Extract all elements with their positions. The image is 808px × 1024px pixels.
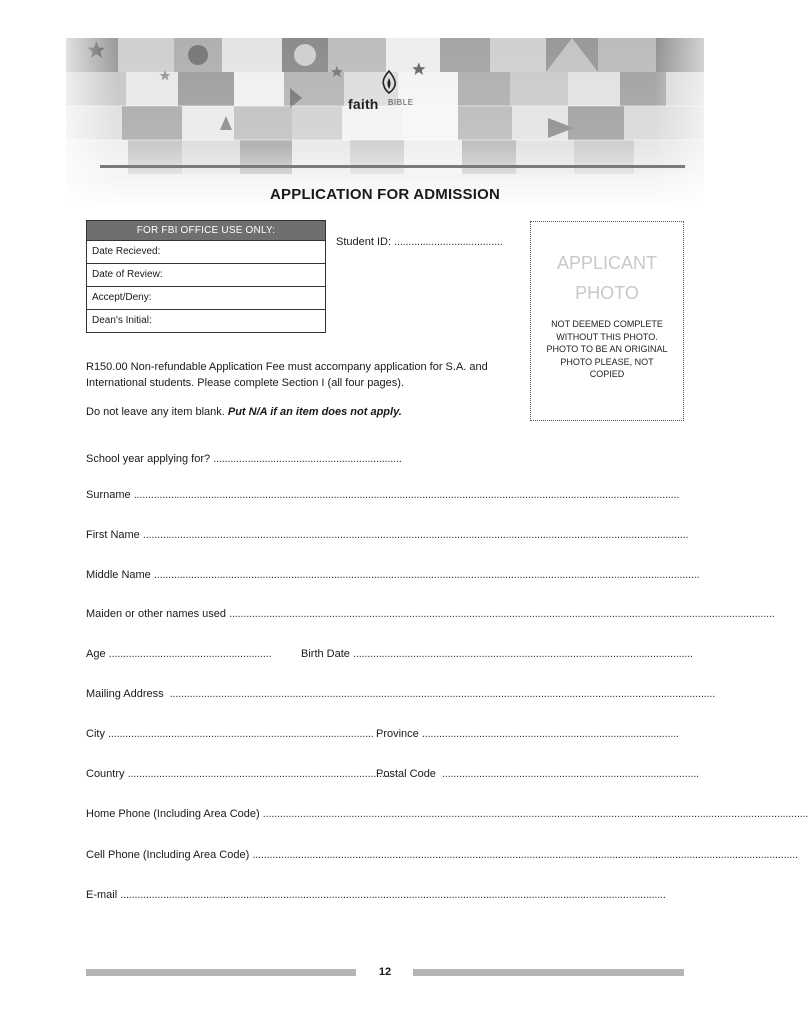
header-rule: [100, 165, 685, 168]
photo-placeholder: [531, 248, 683, 308]
city-field[interactable]: City .............................................................................................: [86, 728, 374, 740]
student-id-field[interactable]: [336, 236, 503, 248]
office-row-accept-deny[interactable]: Accept/Deny:: [87, 286, 325, 309]
email-field[interactable]: E-mail ...............................................................................................................................................................................................: [86, 889, 666, 901]
school-year-label: School year applying for?: [86, 453, 211, 465]
mailing-address-field[interactable]: Mailing Address ...............................................................................................................................................................................................: [86, 688, 716, 700]
office-row-dean-initial[interactable]: Dean's Initial:: [87, 309, 325, 332]
age-field[interactable]: Age .........................................................: [86, 648, 272, 660]
school-year-field[interactable]: School year applying for? ..................................................................: [86, 453, 402, 465]
postal-code-field[interactable]: Postal Code ..........................................................................................: [376, 768, 699, 780]
country-label: Country: [86, 768, 125, 780]
blank-note-plain: Do not leave any item blank.: [86, 406, 228, 418]
flag-banner: [66, 38, 704, 204]
student-id-blank: ......................................: [394, 236, 503, 248]
footer-bar-right: [413, 969, 684, 976]
birth-date-field[interactable]: Birth Date .......................................................................................................................: [301, 648, 693, 660]
office-use-header: FOR FBI OFFICE USE ONLY:: [87, 221, 325, 240]
photo-label-line2: PHOTO: [575, 283, 639, 303]
province-field[interactable]: Province ..........................................................................................: [376, 728, 679, 740]
office-row-date-received[interactable]: Date Recieved:: [87, 240, 325, 263]
page-title: APPLICATION FOR ADMISSION: [270, 186, 500, 203]
logo-suffix: BIBLE: [388, 98, 414, 107]
maiden-name-field[interactable]: Maiden or other names used ...............................................................................................................................................................................................: [86, 608, 775, 620]
surname-field[interactable]: Surname ...............................................................................................................................................................................................: [86, 489, 680, 501]
faith-bible-logo: [348, 70, 438, 120]
office-use-box: [86, 220, 326, 333]
maiden-name-label: Maiden or other names used: [86, 608, 227, 620]
birth-date-label: Birth Date: [301, 648, 350, 660]
first-name-label: First Name: [86, 529, 140, 541]
province-label: Province: [376, 728, 419, 740]
city-label: City: [86, 728, 105, 740]
blank-note-emphasis: Put N/A if an item does not apply.: [227, 406, 402, 418]
blank-instructions: [86, 406, 402, 418]
first-name-field[interactable]: First Name ...............................................................................................................................................................................................: [86, 529, 689, 541]
fee-instructions: R150.00 Non-refundable Application Fee must accompany application for S.A. and International students. Please complete Section I (all four pages).: [86, 361, 488, 389]
applicant-photo-box[interactable]: [530, 221, 684, 421]
middle-name-field[interactable]: Middle Name ...............................................................................................................................................................................................: [86, 569, 700, 581]
age-label: Age: [86, 648, 106, 660]
footer-bar-left: [86, 969, 356, 976]
middle-name-label: Middle Name: [86, 569, 151, 581]
office-row-date-review[interactable]: Date of Review:: [87, 263, 325, 286]
surname-label: Surname: [86, 489, 131, 501]
postal-code-label: Postal Code: [376, 768, 436, 780]
logo-wordmark: faith: [348, 96, 379, 112]
cell-phone-field[interactable]: Cell Phone (Including Area Code) ...............................................................................................................................................................................................: [86, 849, 798, 861]
home-phone-field[interactable]: Home Phone (Including Area Code) ...............................................................................................................................................................................................: [86, 808, 808, 820]
cell-phone-label: Cell Phone (Including Area Code): [86, 849, 250, 861]
student-id-label: Student ID:: [336, 236, 392, 248]
email-label: E-mail: [86, 889, 118, 901]
flame-icon: [378, 70, 400, 94]
country-field[interactable]: Country .............................................................................................: [86, 768, 394, 780]
mailing-address-label: Mailing Address: [86, 688, 164, 700]
photo-label-line1: APPLICANT: [556, 253, 658, 273]
home-phone-label: Home Phone (Including Area Code): [86, 808, 260, 820]
flag-collage-image: [66, 38, 704, 204]
page-number: 12: [378, 966, 392, 978]
photo-requirement-note: NOT DEEMED COMPLETE WITHOUT THIS PHOTO. PHOTO TO BE AN ORIGINAL PHOTO PLEASE, NOT COPIED: [546, 319, 668, 379]
